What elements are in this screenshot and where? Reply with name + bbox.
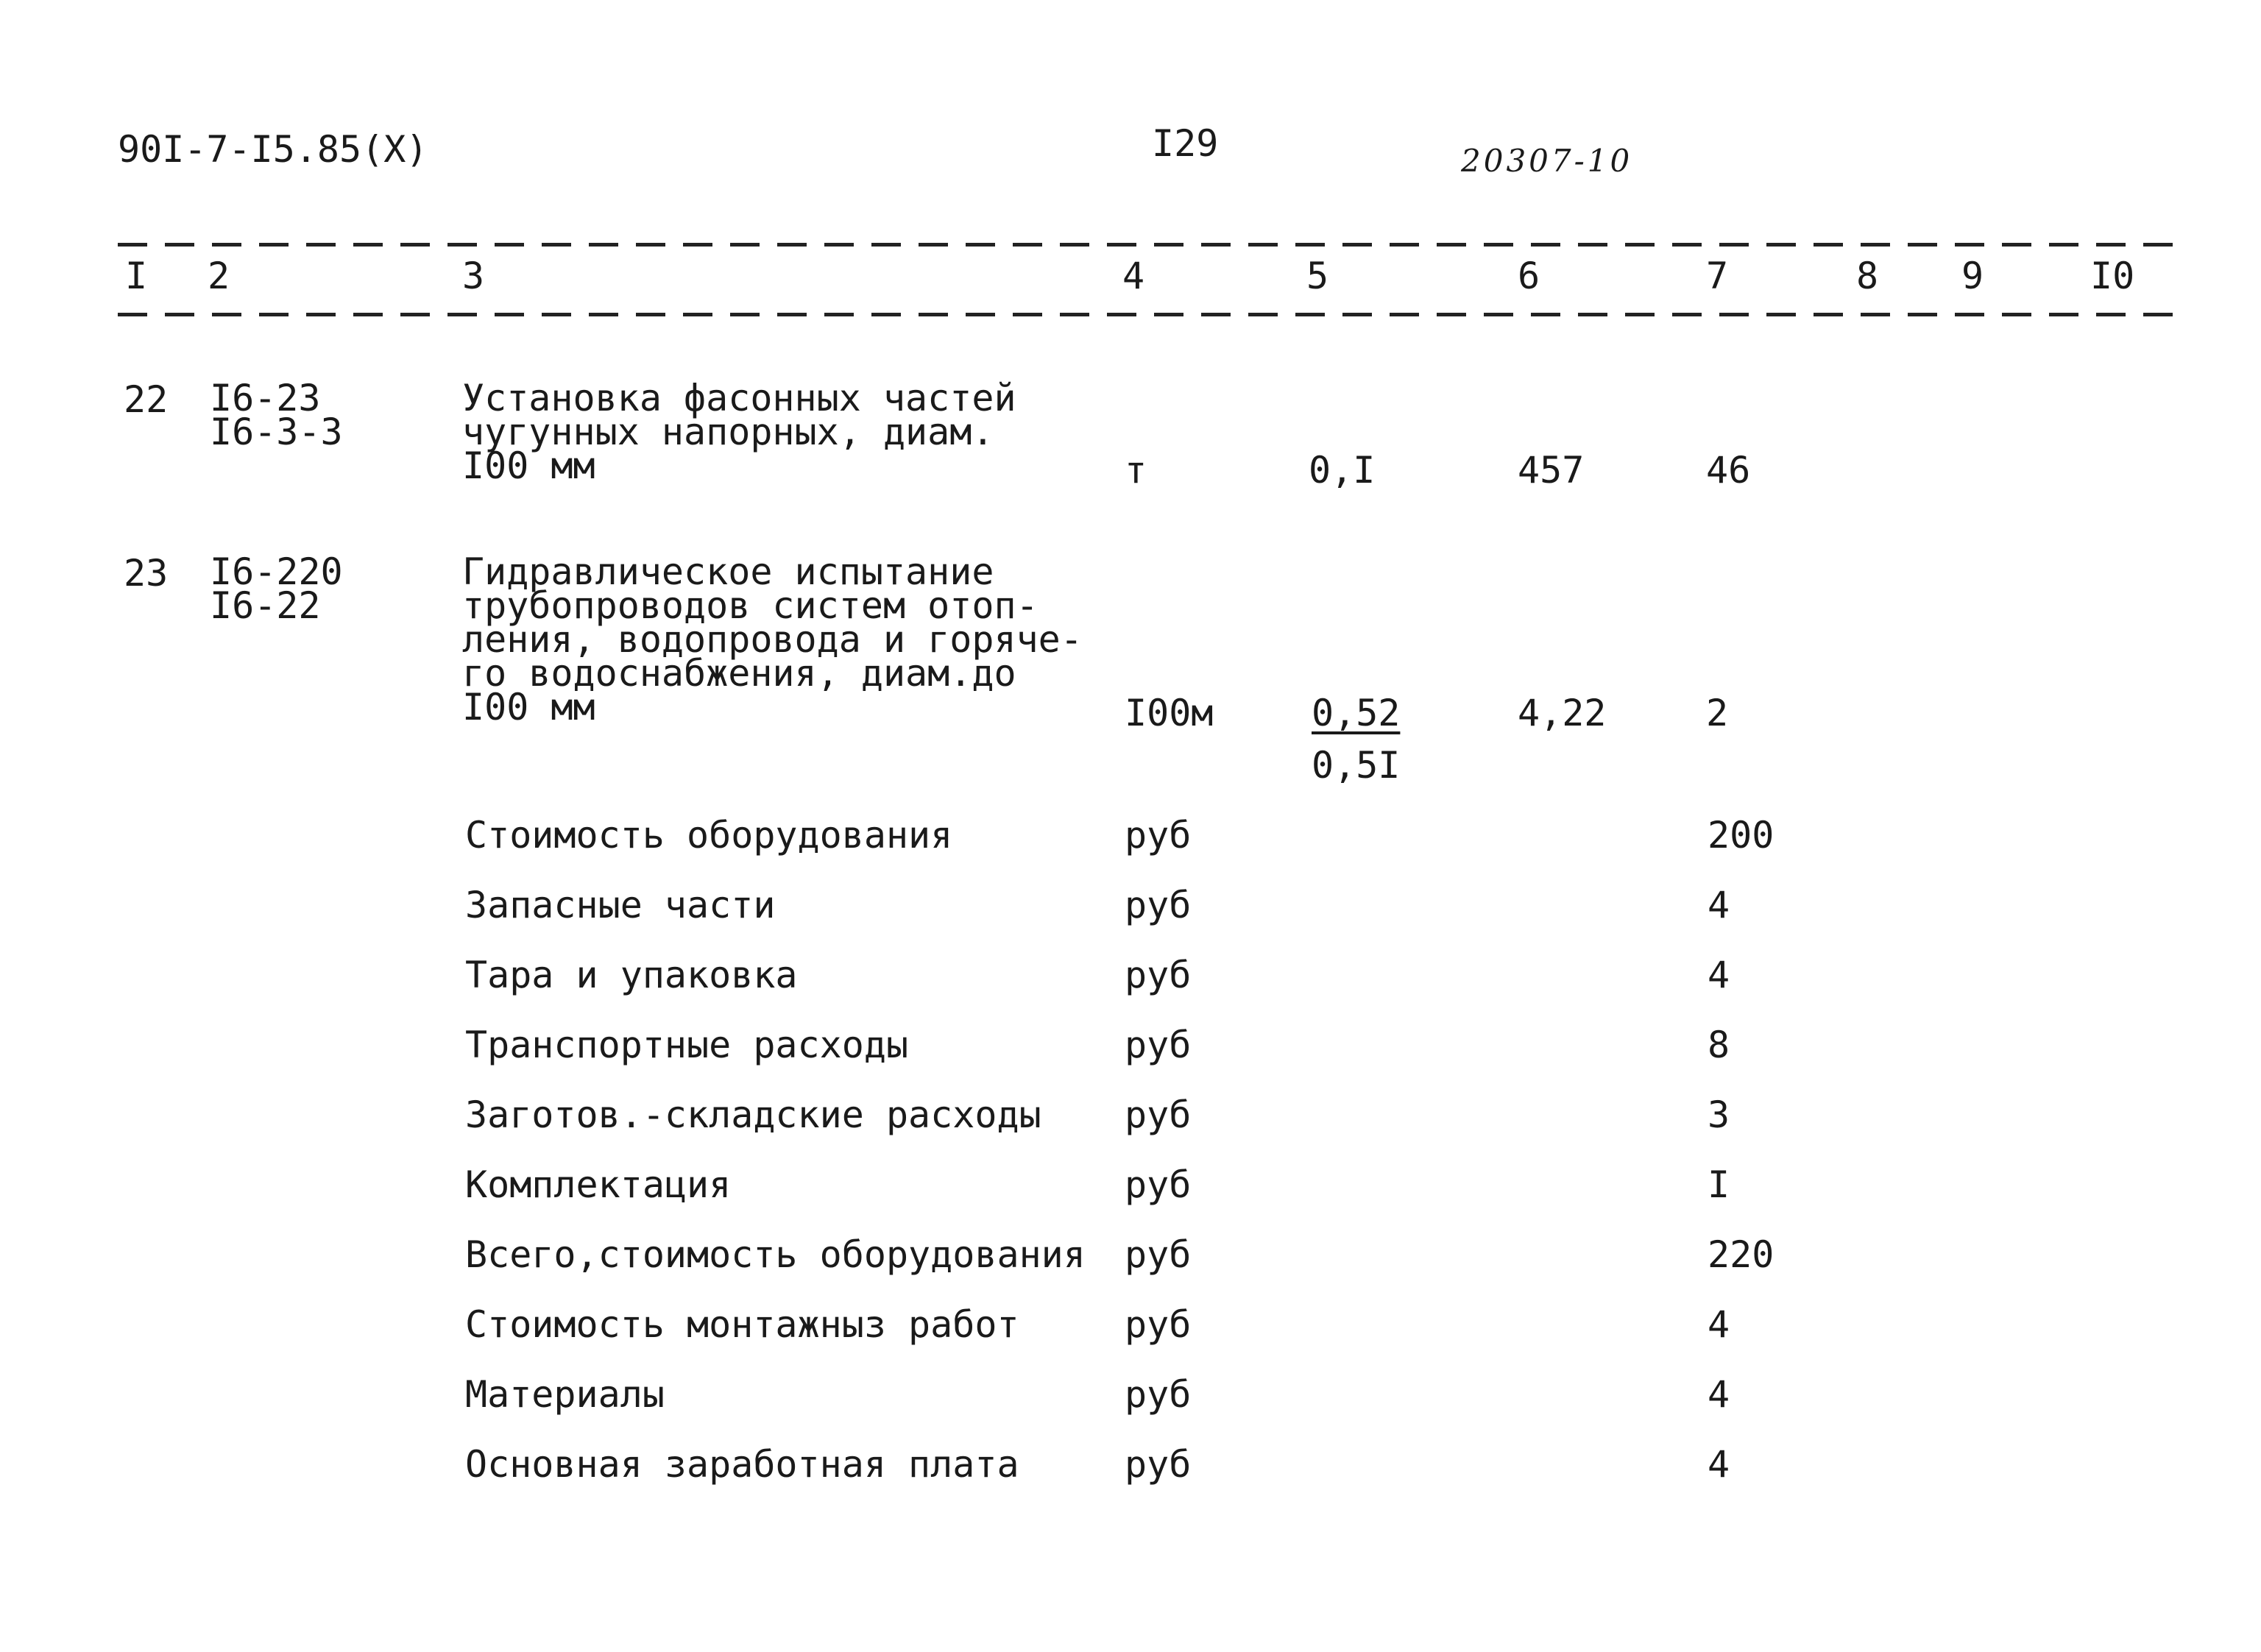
description-line: I00 мм [462, 444, 595, 487]
summary-value: 4 [1708, 1373, 1730, 1416]
summary-unit: руб [1125, 1233, 1192, 1276]
description-line: чугунных напорных, диам. [462, 411, 994, 453]
summary-unit: руб [1125, 1303, 1192, 1346]
column-header: I [125, 255, 148, 297]
row-unit: I00м [1125, 692, 1214, 734]
column-header: 3 [462, 255, 485, 297]
summary-value: 3 [1708, 1093, 1730, 1136]
description-line: го водоснабжения, диам.до [462, 652, 1016, 695]
summary-value: 4 [1708, 954, 1730, 996]
summary-value: 8 [1708, 1024, 1730, 1066]
row-quantity-bottom: 0,5I [1312, 744, 1401, 787]
summary-value: 4 [1708, 884, 1730, 926]
summary-value: I [1708, 1163, 1730, 1206]
row-unit-price: 457 [1518, 449, 1585, 492]
summary-value: 4 [1708, 1303, 1730, 1346]
summary-unit: руб [1125, 1093, 1192, 1136]
summary-label: Всего,стоимость оборудования [465, 1233, 1086, 1276]
summary-label: Стоимость монтажныз работ [465, 1303, 1019, 1346]
row-total: 46 [1706, 449, 1751, 492]
code-line: I6-22 [210, 584, 321, 627]
document-code: 90I-7-I5.85(X) [118, 128, 428, 171]
summary-label: Запасные части [465, 884, 776, 926]
column-header: 9 [1961, 255, 1984, 297]
summary-unit: руб [1125, 1024, 1192, 1066]
handwritten-note: 20307-10 [1461, 143, 1633, 179]
row-codes [210, 377, 343, 453]
summary-unit: руб [1125, 954, 1192, 996]
column-header: 8 [1856, 255, 1879, 297]
column-header: 6 [1518, 255, 1540, 297]
column-header: 4 [1122, 255, 1145, 297]
column-header: 2 [208, 255, 230, 297]
summary-unit: руб [1125, 814, 1192, 857]
summary-label: Комплектация [465, 1163, 732, 1206]
summary-label: Материалы [465, 1373, 665, 1416]
row-description [462, 550, 1083, 728]
row-quantity-top: 0,52 [1312, 692, 1401, 734]
header-bottom-rule [118, 313, 2186, 316]
description-line: I00 мм [462, 686, 595, 728]
row-description [462, 377, 1016, 487]
column-header: 7 [1706, 255, 1729, 297]
summary-label: Транспортные расходы [465, 1024, 909, 1066]
row-quantity: 0,I [1309, 449, 1376, 492]
row-total: 2 [1706, 692, 1729, 734]
summary-unit: руб [1125, 1163, 1192, 1206]
summary-value: 200 [1708, 814, 1775, 857]
description-line: Гидравлическое испытание [462, 550, 994, 593]
header-top-rule [118, 243, 2186, 247]
description-line: Установка фасонных частей [462, 377, 1016, 419]
summary-label: Стоимость оборудования [465, 814, 953, 857]
summary-value: 4 [1708, 1443, 1730, 1486]
row-number: 22 [124, 378, 169, 421]
row-unit: т [1125, 449, 1147, 492]
page-number: I29 [1152, 122, 1219, 165]
column-header: I0 [2090, 255, 2135, 297]
summary-value: 220 [1708, 1233, 1775, 1276]
column-header: 5 [1306, 255, 1329, 297]
summary-label: Основная заработная плата [465, 1443, 1019, 1486]
summary-unit: руб [1125, 884, 1192, 926]
summary-unit: руб [1125, 1373, 1192, 1416]
summary-label: Тара и упаковка [465, 954, 798, 996]
row-unit-price: 4,22 [1518, 692, 1607, 734]
row-codes [210, 550, 343, 627]
summary-unit: руб [1125, 1443, 1192, 1486]
description-line: трубопроводов систем отоп- [462, 584, 1038, 627]
code-line: I6-220 [210, 550, 343, 593]
code-line: I6-23 [210, 377, 321, 419]
summary-label: Заготов.-складские расходы [465, 1093, 1041, 1136]
description-line: ления, водопровода и горяче- [462, 618, 1083, 661]
row-number: 23 [124, 552, 169, 595]
code-line: I6-3-3 [210, 411, 343, 453]
